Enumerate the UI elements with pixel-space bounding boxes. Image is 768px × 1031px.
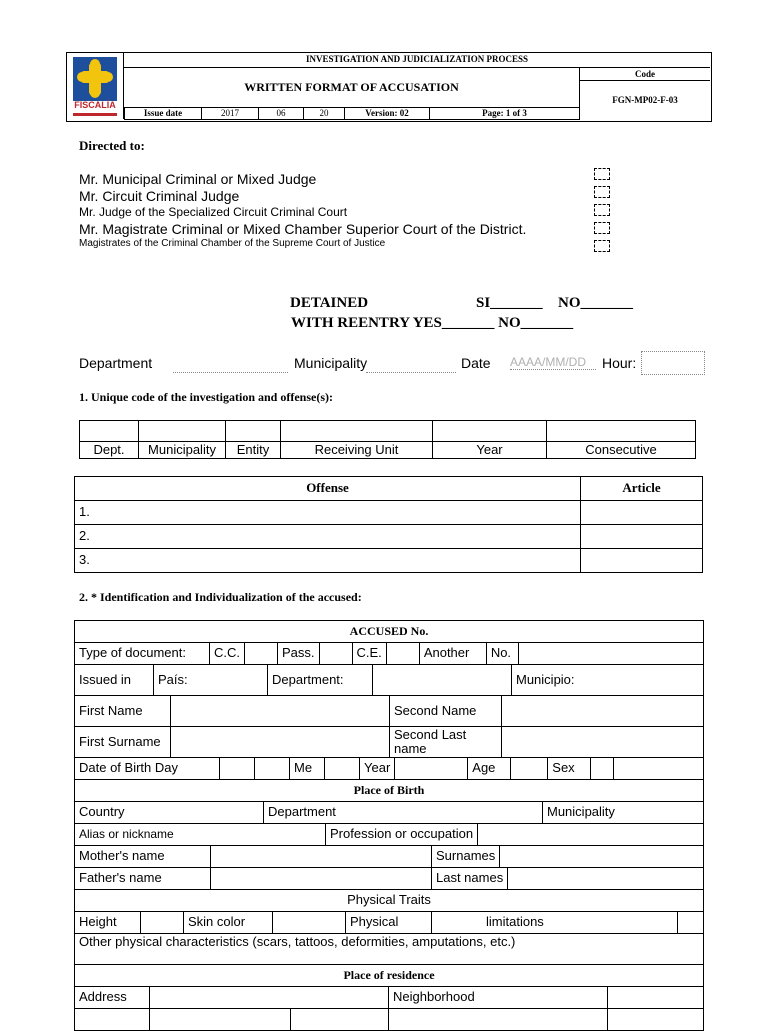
residence-cell-4[interactable] xyxy=(389,1009,608,1031)
skin-color-field[interactable] xyxy=(273,912,346,934)
code-label: Code xyxy=(635,69,655,79)
ce-box[interactable] xyxy=(386,643,419,665)
code-cell-entity[interactable] xyxy=(226,421,281,442)
limitations-label: limitations xyxy=(432,912,678,934)
sex-field[interactable] xyxy=(591,758,614,780)
version: Version: 02 xyxy=(345,108,430,120)
logo xyxy=(67,53,124,119)
offense-row-3[interactable]: 3. xyxy=(75,549,581,573)
cc-box[interactable] xyxy=(245,643,278,665)
dob-year-field[interactable] xyxy=(395,758,468,780)
checkbox-municipal-judge[interactable] xyxy=(594,168,610,180)
offense-row xyxy=(75,549,703,573)
department-label: Department xyxy=(79,355,153,371)
first-surname-field[interactable] xyxy=(171,727,390,758)
issue-row xyxy=(124,107,580,120)
dob-me-label: Me xyxy=(290,758,325,780)
father-name-field[interactable] xyxy=(211,868,432,890)
issue-day: 20 xyxy=(304,108,345,120)
address-label: Address xyxy=(75,987,150,1009)
type-doc-label: Type of document: xyxy=(75,643,210,665)
dob-day-label: Date of Birth Day xyxy=(75,758,220,780)
code-header-consecutive: Consecutive xyxy=(547,442,696,459)
code-cell-dept[interactable] xyxy=(80,421,139,442)
ce-label: C.E. xyxy=(352,643,386,665)
age-field[interactable] xyxy=(511,758,548,780)
date-label: Date xyxy=(461,355,491,371)
second-last-name-label: Second Last name xyxy=(390,727,502,758)
offense-row-1[interactable]: 1. xyxy=(75,501,581,525)
detained-si[interactable]: SI_______ xyxy=(476,295,543,311)
dob-month-field[interactable] xyxy=(325,758,360,780)
accused-form xyxy=(74,620,703,1031)
skin-color-label: Skin color xyxy=(184,912,273,934)
logo-text: FISCALÍA xyxy=(74,100,116,110)
article-cell-2[interactable] xyxy=(581,525,703,549)
mother-surnames-label: Surnames xyxy=(432,846,500,868)
municipality-label: Municipality xyxy=(294,355,368,371)
header-divider-1 xyxy=(124,67,710,68)
other-physical-label: Other physical characteristics (scars, tattoos, deformities, amputations, etc.) xyxy=(75,934,704,965)
checkbox-magistrate[interactable] xyxy=(594,222,610,234)
article-cell-3[interactable] xyxy=(581,549,703,573)
pais-label: País: xyxy=(154,665,268,696)
code-header-entity: Entity xyxy=(226,442,281,459)
pass-box[interactable] xyxy=(319,643,352,665)
code-value: FGN-MP02-F-03 xyxy=(612,95,678,105)
offense-header: Offense xyxy=(75,477,581,501)
birth-department-label: Department xyxy=(264,802,543,824)
offense-row-2[interactable]: 2. xyxy=(75,525,581,549)
date-field[interactable]: AAAA/MM/DD xyxy=(510,355,596,370)
checkbox-specialized-judge[interactable] xyxy=(594,204,610,216)
document-number-field[interactable] xyxy=(518,643,703,665)
code-header-municipality: Municipality xyxy=(139,442,226,459)
residence-cell-2[interactable] xyxy=(150,1009,291,1031)
code-header-dept: Dept. xyxy=(80,442,139,459)
directed-item-3: Mr. Judge of the Specialized Circuit Criminal Court xyxy=(79,205,348,219)
directed-item-5: Magistrates of the Criminal Chamber of the Supreme Court of Justice xyxy=(79,238,386,249)
department-field[interactable] xyxy=(173,354,288,373)
birth-municipality-label: Municipality xyxy=(543,802,704,824)
issue-year: 2017 xyxy=(202,108,259,120)
dob-day-field-2[interactable] xyxy=(255,758,290,780)
code-cell-municipality[interactable] xyxy=(139,421,226,442)
first-name-field[interactable] xyxy=(171,696,390,727)
code-cell-consecutive[interactable] xyxy=(547,421,696,442)
place-of-residence-header: Place of residence xyxy=(75,965,704,987)
neighborhood-field[interactable] xyxy=(608,987,704,1009)
sex-label: Sex xyxy=(548,758,591,780)
section1-title: 1. Unique code of the investigation and offense(s): xyxy=(79,390,333,404)
father-last-names-label: Last names xyxy=(432,868,508,890)
neighborhood-label: Neighborhood xyxy=(389,987,608,1009)
dob-year-label: Year xyxy=(360,758,395,780)
code-header-receiving-unit: Receiving Unit xyxy=(281,442,433,459)
height-label: Height xyxy=(75,912,141,934)
offense-row xyxy=(75,525,703,549)
offense-table xyxy=(74,476,703,573)
department-issue-label: Department: xyxy=(268,665,373,696)
directed-item-2: Mr. Circuit Criminal Judge xyxy=(79,188,240,204)
cc-label: C.C. xyxy=(210,643,245,665)
section2-title: 2. * Identification and Individualization of the accused: xyxy=(79,590,362,604)
issued-in-label: Issued in xyxy=(75,665,154,696)
hour-label: Hour: xyxy=(602,355,637,371)
address-field[interactable] xyxy=(150,987,389,1009)
municipality-field[interactable] xyxy=(366,354,456,373)
directed-title: Directed to: xyxy=(79,138,145,153)
country-label: Country xyxy=(75,802,264,824)
dob-day-field-1[interactable] xyxy=(220,758,255,780)
second-name-label: Second Name xyxy=(390,696,502,727)
checkbox-circuit-judge[interactable] xyxy=(594,186,610,198)
first-name-label: First Name xyxy=(75,696,171,727)
detained-no[interactable]: NO_______ xyxy=(558,295,633,311)
no-label: No. xyxy=(486,643,518,665)
code-table xyxy=(79,420,696,459)
code-header-year: Year xyxy=(433,442,547,459)
issue-label: Issue date xyxy=(125,108,202,120)
page-number: Page: 1 of 3 xyxy=(430,108,580,120)
detained-label: DETAINED xyxy=(290,295,369,311)
father-name-label: Father's name xyxy=(75,868,211,890)
directed-item-4: Mr. Magistrate Criminal or Mixed Chamber Superior Court of the District. xyxy=(79,221,527,237)
age-label: Age xyxy=(468,758,511,780)
another-label: Another xyxy=(419,643,486,665)
directed-item-1: Mr. Municipal Criminal or Mixed Judge xyxy=(79,171,317,187)
offense-row xyxy=(75,501,703,525)
header-divider-3 xyxy=(579,80,710,81)
second-last-name-field[interactable] xyxy=(502,727,704,758)
physical-traits-header: Physical Traits xyxy=(75,890,704,912)
first-surname-label: First Surname xyxy=(75,727,171,758)
reentry-line[interactable]: WITH REENTRY YES_______ NO_______ xyxy=(291,315,574,331)
profession-field[interactable] xyxy=(478,824,704,846)
municipio-label: Municipio: xyxy=(512,665,704,696)
issue-month: 06 xyxy=(259,108,304,120)
process-title: INVESTIGATION AND JUDICIALIZATION PROCESS xyxy=(306,54,528,64)
residence-cell-5[interactable] xyxy=(608,1009,704,1031)
limitations-field[interactable] xyxy=(678,912,704,934)
article-cell-1[interactable] xyxy=(581,501,703,525)
height-field[interactable] xyxy=(141,912,184,934)
dob-spacer xyxy=(614,758,704,780)
mother-surnames-field[interactable] xyxy=(500,846,704,868)
checkbox-supreme-court[interactable] xyxy=(594,240,610,252)
code-cell-year[interactable] xyxy=(433,421,547,442)
residence-cell-1[interactable] xyxy=(75,1009,150,1031)
accused-no-header: ACCUSED No. xyxy=(75,621,704,643)
physical-label: Physical xyxy=(346,912,432,934)
pass-label: Pass. xyxy=(278,643,320,665)
alias-label: Alias or nickname xyxy=(75,824,326,846)
form-title: WRITTEN FORMAT OF ACCUSATION xyxy=(244,80,459,94)
profession-label: Profession or occupation xyxy=(326,824,478,846)
department-issue-field[interactable] xyxy=(373,665,512,696)
mother-name-field[interactable] xyxy=(211,846,432,868)
article-header: Article xyxy=(581,477,703,501)
father-last-names-field[interactable] xyxy=(508,868,704,890)
residence-cell-3[interactable] xyxy=(291,1009,389,1031)
mother-name-label: Mother's name xyxy=(75,846,211,868)
second-name-field[interactable] xyxy=(502,696,704,727)
hour-field[interactable] xyxy=(641,351,705,375)
place-of-birth-header: Place of Birth xyxy=(75,780,704,802)
code-cell-receiving-unit[interactable] xyxy=(281,421,433,442)
